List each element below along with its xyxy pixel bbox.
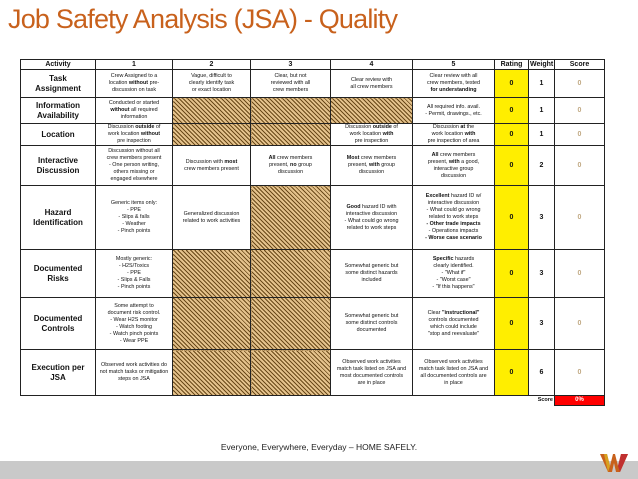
cell-line: present, with group [347,162,396,169]
activity-cell [21,350,96,396]
cell-line: Identification [33,217,83,227]
cell-line: Discussion without all [108,148,160,155]
hatched-cell [251,298,331,350]
cell-line: - Wear H2S monitor [110,316,158,323]
cell-line: Execution per [31,362,85,372]
cell-line: present, no group [269,162,312,169]
criteria-cell [96,298,173,350]
cell-line: - H2S/Toxics [118,263,150,270]
hatched-cell [173,98,251,124]
cell-line: Clear review with [350,76,393,83]
cell-line: engaged elsewhere [110,176,158,183]
weight-cell: 2 [529,146,555,186]
cell-line: Vague, difficult to [191,73,232,80]
company-logo-icon [600,452,628,474]
criteria-cell [96,98,173,124]
cell-line: - PPE [126,207,142,214]
hatched-cell [251,98,331,124]
cell-line: Risks [47,273,69,283]
criteria-cell [173,70,251,98]
score-label: Score [537,397,553,404]
criteria-cell [413,124,495,146]
cell-line: in place [444,379,463,386]
table-row [21,350,605,396]
table-row [21,298,605,350]
cell-line: or exact location [191,87,232,94]
cell-line: Clear review with all [429,73,478,80]
weight-cell: 3 [529,250,555,298]
rating-cell: 0 [495,350,529,396]
cell-line: All crew members [431,151,476,158]
rating-cell: 0 [495,298,529,350]
criteria-cell [331,70,413,98]
cell-line: Specific hazards [432,256,475,263]
cell-line: most documented controls [339,372,404,379]
criteria-cell [173,146,251,186]
cell-line: Documented [33,313,83,323]
cell-line: all documented controls are [420,372,487,379]
rating-cell: 0 [495,70,529,98]
rating-cell: 0 [495,98,529,124]
cell-line: - What could go wrong [426,207,481,214]
cell-line: some distinct controls [345,320,398,327]
cell-line: work location without [107,131,161,138]
cell-line: are in place [357,379,386,386]
criteria-cell [413,70,495,98]
cell-line: work location with [431,131,476,138]
header-cell: 3 [251,60,331,70]
cell-line: pre inspection [117,138,151,145]
table-header [21,60,605,70]
cell-line: Discussion [36,165,80,175]
hatched-cell [331,98,413,124]
criteria-cell [413,298,495,350]
criteria-cell [413,186,495,250]
cell-line: related to work activities [182,217,241,224]
criteria-cell [96,250,173,298]
score-cell: 0 [555,186,605,250]
cell-line: JSA [50,372,66,382]
cell-line: Somewhat generic but [344,313,399,320]
cell-line: crew members [272,87,309,94]
header-row [21,60,605,70]
cell-line: - Permit, drawings., etc. [425,110,482,117]
rating-cell: 0 [495,146,529,186]
cell-line: which could include [430,323,477,330]
cell-line: match task listed on JSA and [418,365,489,372]
cell-line: pre inspection of area [427,138,480,145]
criteria-cell [413,98,495,124]
cell-line: for understanding [430,87,477,94]
activity-cell [21,70,96,98]
cell-line: Availability [37,110,79,120]
criteria-cell [96,70,173,98]
weight-cell: 3 [529,298,555,350]
criteria-cell [413,250,495,298]
score-cell: 0 [555,146,605,186]
cell-line: Generic items only: [110,200,158,207]
cell-line: - Weather [122,221,146,228]
cell-line: All crew members [268,155,313,162]
cell-line: Discussion with most [185,158,238,165]
cell-line: Observed work activities [424,358,483,365]
criteria-cell [331,124,413,146]
cell-line: Excellent hazard ID w/ [425,193,482,200]
table-body [21,70,605,406]
cell-line: pre inspection [354,138,389,145]
activity-cell [21,186,96,250]
cell-line: - Slips & falls [118,214,150,221]
cell-line: Interactive [37,155,79,165]
cell-line: - "Worst case" [436,277,471,284]
cell-line: - Pinch points [117,284,151,291]
criteria-cell [251,70,331,98]
hatched-cell [173,298,251,350]
cell-line: - Other trade impacts [426,221,481,228]
table-row [21,250,605,298]
cell-line: all crew members [350,83,393,90]
cell-line: Documented [33,263,83,273]
cell-line: not match tasks or mitigation [99,369,169,376]
criteria-cell [96,146,173,186]
header-cell: 1 [96,60,173,70]
cell-line: included [361,277,382,284]
cell-line: present, with a good, [427,158,480,165]
cell-line: location without pre- [108,80,160,87]
cell-line: information [120,114,148,121]
hatched-cell [251,250,331,298]
cell-line: Observed work activities [342,358,401,365]
cell-line: Good hazard ID with [346,203,397,210]
table-row [21,186,605,250]
cell-line: discussion [277,169,304,176]
cell-line: crew members present [106,155,162,162]
cell-line: Clear "instructional" [427,309,480,316]
score-total: 0% [555,396,605,406]
cell-line: Some attempt to [114,302,154,309]
weight-cell: 6 [529,350,555,396]
hatched-cell [251,350,331,396]
score-row [21,396,605,406]
criteria-cell [413,350,495,396]
header-cell: Score [555,60,605,70]
cell-line: clearly identified. [433,263,474,270]
cell-line: Crew Assigned to a [110,73,158,80]
weight-cell: 1 [529,98,555,124]
criteria-cell [331,298,413,350]
page-title: Job Safety Analysis (JSA) - Quality [8,4,398,34]
blank-cell [21,396,529,406]
cell-line: Controls [41,323,75,333]
jsa-table [20,59,605,406]
cell-line: some distinct hazards [345,270,398,277]
table-row [21,98,605,124]
rating-cell: 0 [495,186,529,250]
header-cell: Weight [530,61,554,68]
cell-line: - Wear PPE [119,337,149,344]
cell-line: - Watch footing [115,323,153,330]
criteria-cell [96,186,173,250]
criteria-cell [331,350,413,396]
criteria-cell [96,124,173,146]
activity-cell [21,298,96,350]
cell-line: document risk control. [107,309,161,316]
cell-line: discussion [440,172,467,179]
header-cell: Activity [21,60,96,70]
activity-cell [21,98,96,124]
cell-line: Assignment [35,83,81,93]
score-cell: 0 [555,98,605,124]
cell-line: steps on JSA [118,376,150,383]
activity-cell [21,146,96,186]
bottom-bar [0,461,638,479]
weight-cell: 3 [529,186,555,250]
header-cell: Rating [495,60,529,70]
criteria-cell [331,250,413,298]
cell-line: - PPE [126,270,142,277]
table-row [21,146,605,186]
weight-cell: 1 [529,124,555,146]
hatched-cell [173,250,251,298]
cell-line: without all required [110,107,158,114]
cell-line: crew members, tested [426,80,481,87]
criteria-cell [173,186,251,250]
cell-line: related to work steps [428,214,479,221]
hatched-cell [173,124,251,146]
activity-cell [21,250,96,298]
cell-line: "stop and reevaluate" [427,330,480,337]
cell-line: All required info. avail. [426,103,481,110]
rating-cell: 0 [495,250,529,298]
hatched-cell [251,186,331,250]
cell-line: Task [49,73,67,83]
cell-line: Observed work activities do [101,362,167,369]
cell-line: - Operations impacts [428,228,479,235]
cell-line: clearly identify task [188,80,235,87]
cell-line: - What could go wrong [344,217,399,224]
cell-line: - "If this happens" [432,284,475,291]
cell-line: Discussion at the [432,124,475,131]
cell-line: interactive discussion [427,200,480,207]
cell-line: crew members present [184,165,239,172]
cell-line: interactive group [433,165,474,172]
cell-line: documented [356,327,387,334]
score-cell: 0 [555,250,605,298]
table-row [21,124,605,146]
criteria-cell [96,350,173,396]
cell-line: reviewed with all [270,80,311,87]
criteria-cell [331,186,413,250]
cell-line: Discussion outside of [107,124,161,131]
score-cell: 0 [555,124,605,146]
rating-cell: 0 [495,124,529,146]
cell-line: Clear, but not [274,73,307,80]
header-cell: 2 [173,60,251,70]
score-cell: 0 [555,70,605,98]
hatched-cell [173,350,251,396]
cell-line: Somewhat generic but [344,263,399,270]
cell-line: Most crew members [346,155,397,162]
cell-line: discussion on task [111,87,157,94]
cell-line: Generalized discussion [183,210,240,217]
cell-line: controls documented [428,316,479,323]
cell-line: - One person writing, [108,162,160,169]
cell-line: - "What if" [441,270,466,277]
cell-line: - Watch pinch points [109,330,159,337]
cell-line: match task listed on JSA and [336,365,407,372]
cell-line: Information [36,100,80,110]
hatched-cell [251,124,331,146]
cell-line: - Worse case scenario [425,235,482,242]
cell-line: interactive discussion [345,210,398,217]
weight-cell: 1 [529,70,555,98]
criteria-cell [251,146,331,186]
cell-line: discussion [358,169,385,176]
header-cell: 5 [413,60,495,70]
criteria-cell [413,146,495,186]
criteria-cell [331,146,413,186]
score-cell: 0 [555,350,605,396]
cell-line: Location [41,129,75,139]
cell-line: Discussion outside of [345,124,398,131]
cell-line: work location with [349,131,394,138]
table-row [21,70,605,98]
cell-line: - Pinch points [117,228,151,235]
footer-slogan: Everyone, Everywhere, Everyday – HOME SAFELY. [220,442,418,452]
cell-line: Hazard [44,207,72,217]
cell-line: others missing or [113,169,155,176]
cell-line: - Slips & Falls [117,277,151,284]
cell-line: Mostly generic: [115,256,153,263]
cell-line: related to work steps [346,224,397,231]
header-cell: 4 [331,60,413,70]
cell-line: Conducted or started [108,100,160,107]
activity-cell [21,124,96,146]
score-cell: 0 [555,298,605,350]
